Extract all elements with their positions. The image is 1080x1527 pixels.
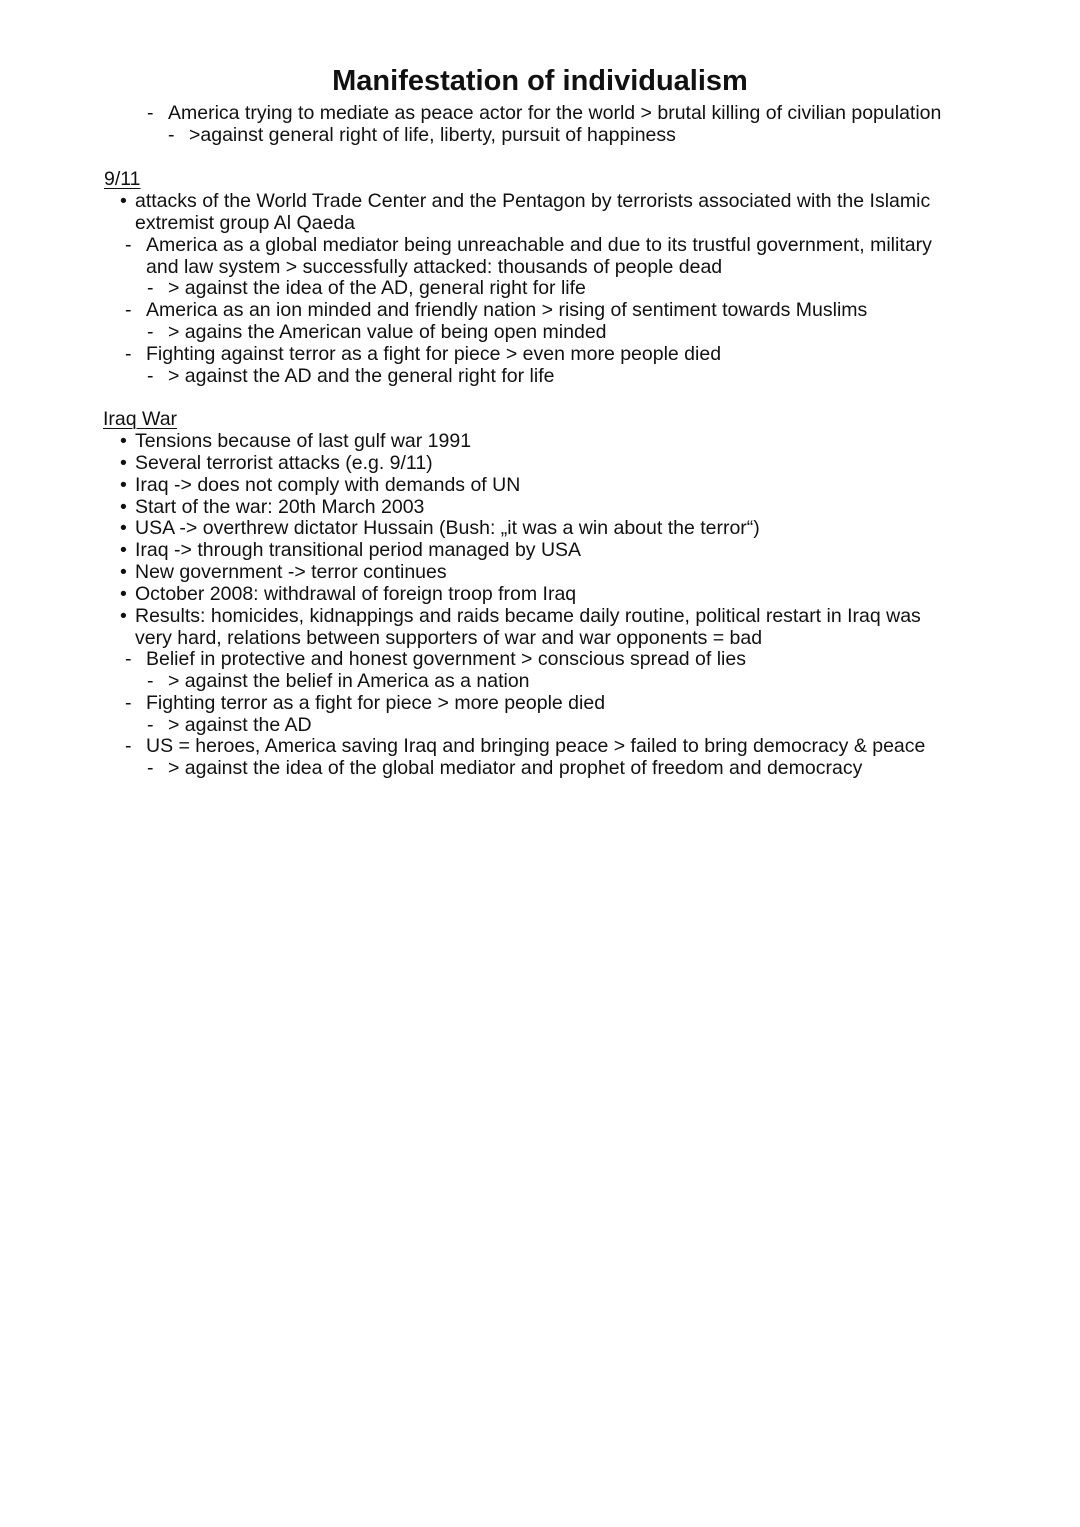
bullet-text: Results: homicides, kidnappings and raids became daily routine, political restart in Iraq was <box>135 605 921 627</box>
dash-marker: - <box>125 735 132 757</box>
dash-marker: - <box>125 648 132 670</box>
dash-text-continued: and law system > successfully attacked: thousands of people dead <box>146 256 723 278</box>
dash-marker: - <box>147 321 154 343</box>
bullet-text-continued: extremist group Al Qaeda <box>135 212 356 234</box>
intro-line: America trying to mediate as peace actor for the world > brutal killing of civilian population <box>168 102 942 124</box>
dash-text: Fighting terror as a fight for piece > more people died <box>146 692 606 714</box>
bullet-text: attacks of the World Trade Center and the Pentagon by terrorists associated with the Islamic <box>135 190 931 212</box>
dash-text: America as a global mediator being unreachable and due to its trustful government, military <box>146 234 932 256</box>
section-heading-iraq-war: Iraq War <box>103 408 178 430</box>
bullet-text: USA -> overthrew dictator Hussain (Bush: „it was a win about the terror“) <box>135 517 760 539</box>
bullet-text: New government -> terror continues <box>135 561 447 583</box>
bullet-text: Several terrorist attacks (e.g. 9/11) <box>135 452 433 474</box>
sub-dash-text: > against the AD <box>168 714 312 736</box>
bullet-marker: • <box>120 561 127 583</box>
sub-dash-text: > against the idea of the global mediator and prophet of freedom and democracy <box>168 757 863 779</box>
dash-marker: - <box>147 277 154 299</box>
dash-marker: - <box>125 343 132 365</box>
bullet-text: Tensions because of last gulf war 1991 <box>135 430 472 452</box>
bullet-marker: • <box>120 452 127 474</box>
dash-marker: - <box>147 670 154 692</box>
dash-marker: - <box>125 692 132 714</box>
bullet-text: October 2008: withdrawal of foreign troop from Iraq <box>135 583 577 605</box>
dash-marker: - <box>147 757 154 779</box>
bullet-marker: • <box>120 474 127 496</box>
dash-marker: - <box>125 234 132 256</box>
dash-text: US = heroes, America saving Iraq and bringing peace > failed to bring democracy & peace <box>146 735 926 757</box>
dash-marker: - <box>125 299 132 321</box>
bullet-marker: • <box>120 496 127 518</box>
sub-dash-text: > against the AD and the general right for life <box>168 365 555 387</box>
sub-dash-text: > against the belief in America as a nation <box>168 670 530 692</box>
bullet-marker: • <box>120 517 127 539</box>
dash-marker: - <box>147 714 154 736</box>
intro-subline: >against general right of life, liberty, pursuit of happiness <box>189 124 676 146</box>
bullet-marker: • <box>120 583 127 605</box>
sub-dash-text: > against the idea of the AD, general right for life <box>168 277 586 299</box>
bullet-marker: • <box>120 190 127 212</box>
section-heading-911: 9/11 <box>104 168 141 190</box>
dash-marker: - <box>147 365 154 387</box>
dash-marker: - <box>147 102 154 124</box>
dash-text: Belief in protective and honest government > conscious spread of lies <box>146 648 746 670</box>
page-title: Manifestation of individualism <box>332 65 748 97</box>
dash-marker: - <box>168 124 175 146</box>
bullet-text-continued: very hard, relations between supporters of war and war opponents = bad <box>135 627 763 649</box>
sub-dash-text: > agains the American value of being open minded <box>168 321 607 343</box>
bullet-marker: • <box>120 605 127 627</box>
bullet-marker: • <box>120 430 127 452</box>
bullet-text: Iraq -> through transitional period managed by USA <box>135 539 582 561</box>
dash-text: Fighting against terror as a fight for piece > even more people died <box>146 343 722 365</box>
bullet-marker: • <box>120 539 127 561</box>
dash-text: America as an ion minded and friendly nation > rising of sentiment towards Muslims <box>146 299 868 321</box>
bullet-text: Start of the war: 20th March 2003 <box>135 496 425 518</box>
bullet-text: Iraq -> does not comply with demands of UN <box>135 474 521 496</box>
